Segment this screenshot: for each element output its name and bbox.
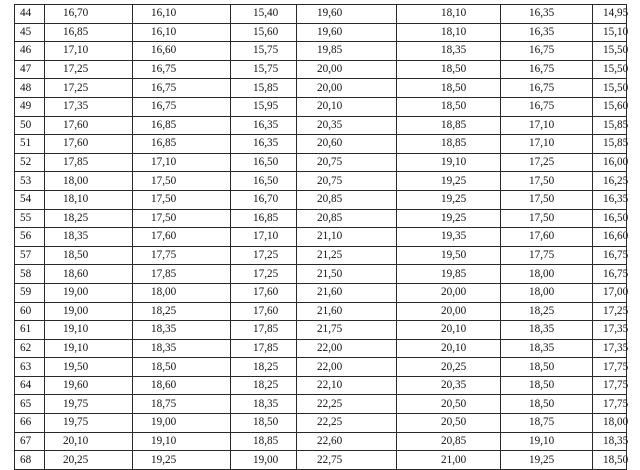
table-row (15, 97, 627, 116)
value-cell: 17,25 (593, 302, 627, 321)
value-cell: 18,35 (397, 42, 501, 61)
table-row (15, 116, 627, 135)
row-number-cell: 65 (15, 395, 45, 414)
row-number-cell: 44 (15, 5, 45, 24)
value-cell: 18,00 (593, 414, 627, 433)
value-cell: 19,25 (397, 190, 501, 209)
table-row (15, 209, 627, 228)
value-cell: 18,50 (501, 358, 593, 377)
value-cell: 16,60 (133, 42, 231, 61)
value-cell: 16,70 (45, 5, 133, 24)
value-cell: 17,50 (501, 190, 593, 209)
table-row (15, 135, 627, 154)
value-cell: 22,25 (297, 395, 397, 414)
value-cell: 15,75 (231, 42, 297, 61)
value-cell: 20,10 (397, 339, 501, 358)
value-cell: 20,85 (297, 190, 397, 209)
value-cell: 15,75 (231, 60, 297, 79)
value-cell: 18,50 (397, 97, 501, 116)
row-number-cell: 57 (15, 246, 45, 265)
value-cell: 20,25 (45, 451, 133, 470)
value-cell: 15,95 (231, 97, 297, 116)
value-cell: 15,50 (593, 42, 627, 61)
value-cell: 17,75 (501, 246, 593, 265)
value-cell: 18,00 (45, 172, 133, 191)
value-cell: 16,75 (593, 246, 627, 265)
value-cell: 18,50 (397, 60, 501, 79)
value-cell: 17,60 (45, 135, 133, 154)
value-cell: 17,85 (231, 339, 297, 358)
value-cell: 17,10 (501, 116, 593, 135)
value-cell: 19,25 (397, 172, 501, 191)
value-cell: 16,75 (501, 79, 593, 98)
value-cell: 18,10 (397, 23, 501, 42)
value-cell: 18,25 (501, 302, 593, 321)
table-row (15, 228, 627, 247)
value-cell: 19,10 (397, 153, 501, 172)
value-cell: 16,35 (593, 190, 627, 209)
value-cell: 19,50 (45, 358, 133, 377)
value-cell: 16,75 (501, 97, 593, 116)
value-cell: 20,35 (297, 116, 397, 135)
value-cell: 16,75 (501, 42, 593, 61)
value-cell: 16,35 (501, 23, 593, 42)
data-table (14, 4, 627, 470)
value-cell: 14,95 (593, 5, 627, 24)
value-cell: 18,00 (501, 265, 593, 284)
value-cell: 18,35 (231, 395, 297, 414)
value-cell: 19,50 (397, 246, 501, 265)
table-row (15, 265, 627, 284)
value-cell: 16,10 (133, 23, 231, 42)
value-cell: 17,10 (133, 153, 231, 172)
value-cell: 18,85 (397, 135, 501, 154)
value-cell: 18,25 (231, 358, 297, 377)
value-cell: 17,50 (501, 172, 593, 191)
value-cell: 21,60 (297, 283, 397, 302)
value-cell: 19,10 (133, 432, 231, 451)
table-row (15, 283, 627, 302)
value-cell: 20,25 (397, 358, 501, 377)
value-cell: 16,75 (133, 79, 231, 98)
value-cell: 19,10 (501, 432, 593, 451)
value-cell: 20,10 (297, 97, 397, 116)
row-number-cell: 59 (15, 283, 45, 302)
value-cell: 17,35 (593, 339, 627, 358)
value-cell: 18,50 (501, 395, 593, 414)
value-cell: 16,35 (231, 116, 297, 135)
value-cell: 17,60 (231, 283, 297, 302)
value-cell: 19,60 (297, 5, 397, 24)
value-cell: 17,25 (501, 153, 593, 172)
value-cell: 17,50 (133, 190, 231, 209)
value-cell: 20,00 (397, 302, 501, 321)
value-cell: 17,50 (133, 209, 231, 228)
value-cell: 18,35 (45, 228, 133, 247)
value-cell: 18,75 (501, 414, 593, 433)
value-cell: 18,10 (45, 190, 133, 209)
table-row (15, 451, 627, 470)
value-cell: 17,60 (45, 116, 133, 135)
value-cell: 18,35 (593, 432, 627, 451)
value-cell: 17,85 (45, 153, 133, 172)
value-cell: 18,50 (133, 358, 231, 377)
value-cell: 19,10 (45, 339, 133, 358)
value-cell: 16,70 (231, 190, 297, 209)
value-cell: 19,00 (231, 451, 297, 470)
value-cell: 18,10 (397, 5, 501, 24)
value-cell: 17,10 (231, 228, 297, 247)
value-cell: 20,00 (297, 60, 397, 79)
row-number-cell: 60 (15, 302, 45, 321)
table-row (15, 302, 627, 321)
value-cell: 17,75 (593, 395, 627, 414)
table-row (15, 376, 627, 395)
value-cell: 22,00 (297, 339, 397, 358)
value-cell: 19,10 (45, 321, 133, 340)
value-cell: 19,85 (297, 42, 397, 61)
value-cell: 17,60 (501, 228, 593, 247)
value-cell: 21,50 (297, 265, 397, 284)
row-number-cell: 49 (15, 97, 45, 116)
value-cell: 20,50 (397, 395, 501, 414)
value-cell: 20,35 (397, 376, 501, 395)
row-number-cell: 56 (15, 228, 45, 247)
value-cell: 19,60 (297, 23, 397, 42)
value-cell: 19,75 (45, 414, 133, 433)
value-cell: 17,10 (45, 42, 133, 61)
row-number-cell: 64 (15, 376, 45, 395)
value-cell: 19,00 (45, 302, 133, 321)
row-number-cell: 58 (15, 265, 45, 284)
value-cell: 18,50 (593, 451, 627, 470)
value-cell: 18,50 (231, 414, 297, 433)
value-cell: 16,85 (133, 135, 231, 154)
value-cell: 19,75 (45, 395, 133, 414)
row-number-cell: 62 (15, 339, 45, 358)
row-number-cell: 63 (15, 358, 45, 377)
value-cell: 22,25 (297, 414, 397, 433)
value-cell: 20,50 (397, 414, 501, 433)
table-row (15, 321, 627, 340)
value-cell: 18,50 (45, 246, 133, 265)
value-cell: 16,75 (133, 60, 231, 79)
value-cell: 17,25 (45, 79, 133, 98)
value-cell: 21,00 (397, 451, 501, 470)
value-cell: 16,60 (593, 228, 627, 247)
table-row (15, 395, 627, 414)
value-cell: 17,60 (231, 302, 297, 321)
row-number-cell: 55 (15, 209, 45, 228)
value-cell: 18,85 (231, 432, 297, 451)
row-number-cell: 53 (15, 172, 45, 191)
table-row (15, 153, 627, 172)
value-cell: 18,60 (45, 265, 133, 284)
value-cell: 18,85 (397, 116, 501, 135)
value-cell: 18,25 (231, 376, 297, 395)
value-cell: 15,40 (231, 5, 297, 24)
value-cell: 18,60 (133, 376, 231, 395)
value-cell: 22,10 (297, 376, 397, 395)
value-cell: 16,35 (231, 135, 297, 154)
value-cell: 18,75 (133, 395, 231, 414)
row-number-cell: 52 (15, 153, 45, 172)
value-cell: 22,00 (297, 358, 397, 377)
value-cell: 20,85 (297, 209, 397, 228)
value-cell: 19,25 (133, 451, 231, 470)
table-row (15, 5, 627, 24)
value-cell: 19,60 (45, 376, 133, 395)
row-number-cell: 45 (15, 23, 45, 42)
table-row (15, 432, 627, 451)
table-body (15, 5, 627, 470)
value-cell: 20,75 (297, 172, 397, 191)
value-cell: 16,50 (593, 209, 627, 228)
value-cell: 17,35 (45, 97, 133, 116)
row-number-cell: 48 (15, 79, 45, 98)
value-cell: 16,85 (45, 23, 133, 42)
value-cell: 20,00 (397, 283, 501, 302)
table-row (15, 60, 627, 79)
value-cell: 16,35 (501, 5, 593, 24)
value-cell: 22,60 (297, 432, 397, 451)
value-cell: 16,10 (133, 5, 231, 24)
value-cell: 15,85 (231, 79, 297, 98)
value-cell: 17,75 (133, 246, 231, 265)
value-cell: 19,25 (397, 209, 501, 228)
value-cell: 19,85 (397, 265, 501, 284)
value-cell: 15,85 (593, 135, 627, 154)
value-cell: 17,25 (231, 246, 297, 265)
value-cell: 17,00 (593, 283, 627, 302)
value-cell: 17,25 (231, 265, 297, 284)
row-number-cell: 68 (15, 451, 45, 470)
value-cell: 20,00 (297, 79, 397, 98)
table-row (15, 42, 627, 61)
value-cell: 15,85 (593, 116, 627, 135)
value-cell: 16,85 (231, 209, 297, 228)
value-cell: 15,60 (231, 23, 297, 42)
value-cell: 16,75 (593, 265, 627, 284)
value-cell: 18,35 (501, 339, 593, 358)
table-row (15, 79, 627, 98)
value-cell: 17,50 (133, 172, 231, 191)
value-cell: 21,25 (297, 246, 397, 265)
value-cell: 21,60 (297, 302, 397, 321)
row-number-cell: 46 (15, 42, 45, 61)
value-cell: 19,00 (45, 283, 133, 302)
value-cell: 15,10 (593, 23, 627, 42)
value-cell: 17,75 (593, 358, 627, 377)
row-number-cell: 47 (15, 60, 45, 79)
value-cell: 18,25 (45, 209, 133, 228)
data-table-sheet (14, 4, 629, 466)
value-cell: 17,75 (593, 376, 627, 395)
value-cell: 17,35 (593, 321, 627, 340)
value-cell: 17,85 (231, 321, 297, 340)
value-cell: 17,85 (133, 265, 231, 284)
value-cell: 18,35 (133, 339, 231, 358)
value-cell: 18,50 (501, 376, 593, 395)
value-cell: 19,35 (397, 228, 501, 247)
value-cell: 21,75 (297, 321, 397, 340)
value-cell: 16,00 (593, 153, 627, 172)
value-cell: 20,75 (297, 153, 397, 172)
row-number-cell: 54 (15, 190, 45, 209)
row-number-cell: 61 (15, 321, 45, 340)
table-row (15, 23, 627, 42)
value-cell: 15,50 (593, 60, 627, 79)
value-cell: 17,25 (45, 60, 133, 79)
value-cell: 20,60 (297, 135, 397, 154)
row-number-cell: 66 (15, 414, 45, 433)
table-row (15, 339, 627, 358)
table-row (15, 414, 627, 433)
value-cell: 20,10 (397, 321, 501, 340)
table-row (15, 246, 627, 265)
value-cell: 16,75 (501, 60, 593, 79)
value-cell: 17,10 (501, 135, 593, 154)
value-cell: 16,50 (231, 172, 297, 191)
value-cell: 19,00 (133, 414, 231, 433)
value-cell: 16,75 (133, 97, 231, 116)
row-number-cell: 50 (15, 116, 45, 135)
row-number-cell: 67 (15, 432, 45, 451)
value-cell: 18,50 (397, 79, 501, 98)
value-cell: 19,25 (501, 451, 593, 470)
row-number-cell: 51 (15, 135, 45, 154)
value-cell: 15,50 (593, 79, 627, 98)
value-cell: 18,35 (133, 321, 231, 340)
value-cell: 20,10 (45, 432, 133, 451)
value-cell: 17,50 (501, 209, 593, 228)
value-cell: 18,00 (501, 283, 593, 302)
value-cell: 18,25 (133, 302, 231, 321)
value-cell: 16,25 (593, 172, 627, 191)
value-cell: 22,75 (297, 451, 397, 470)
table-row (15, 358, 627, 377)
table-row (15, 172, 627, 191)
value-cell: 15,60 (593, 97, 627, 116)
value-cell: 21,10 (297, 228, 397, 247)
table-row (15, 190, 627, 209)
value-cell: 16,50 (231, 153, 297, 172)
value-cell: 16,85 (133, 116, 231, 135)
value-cell: 17,60 (133, 228, 231, 247)
value-cell: 20,85 (397, 432, 501, 451)
value-cell: 18,00 (133, 283, 231, 302)
value-cell: 18,35 (501, 321, 593, 340)
